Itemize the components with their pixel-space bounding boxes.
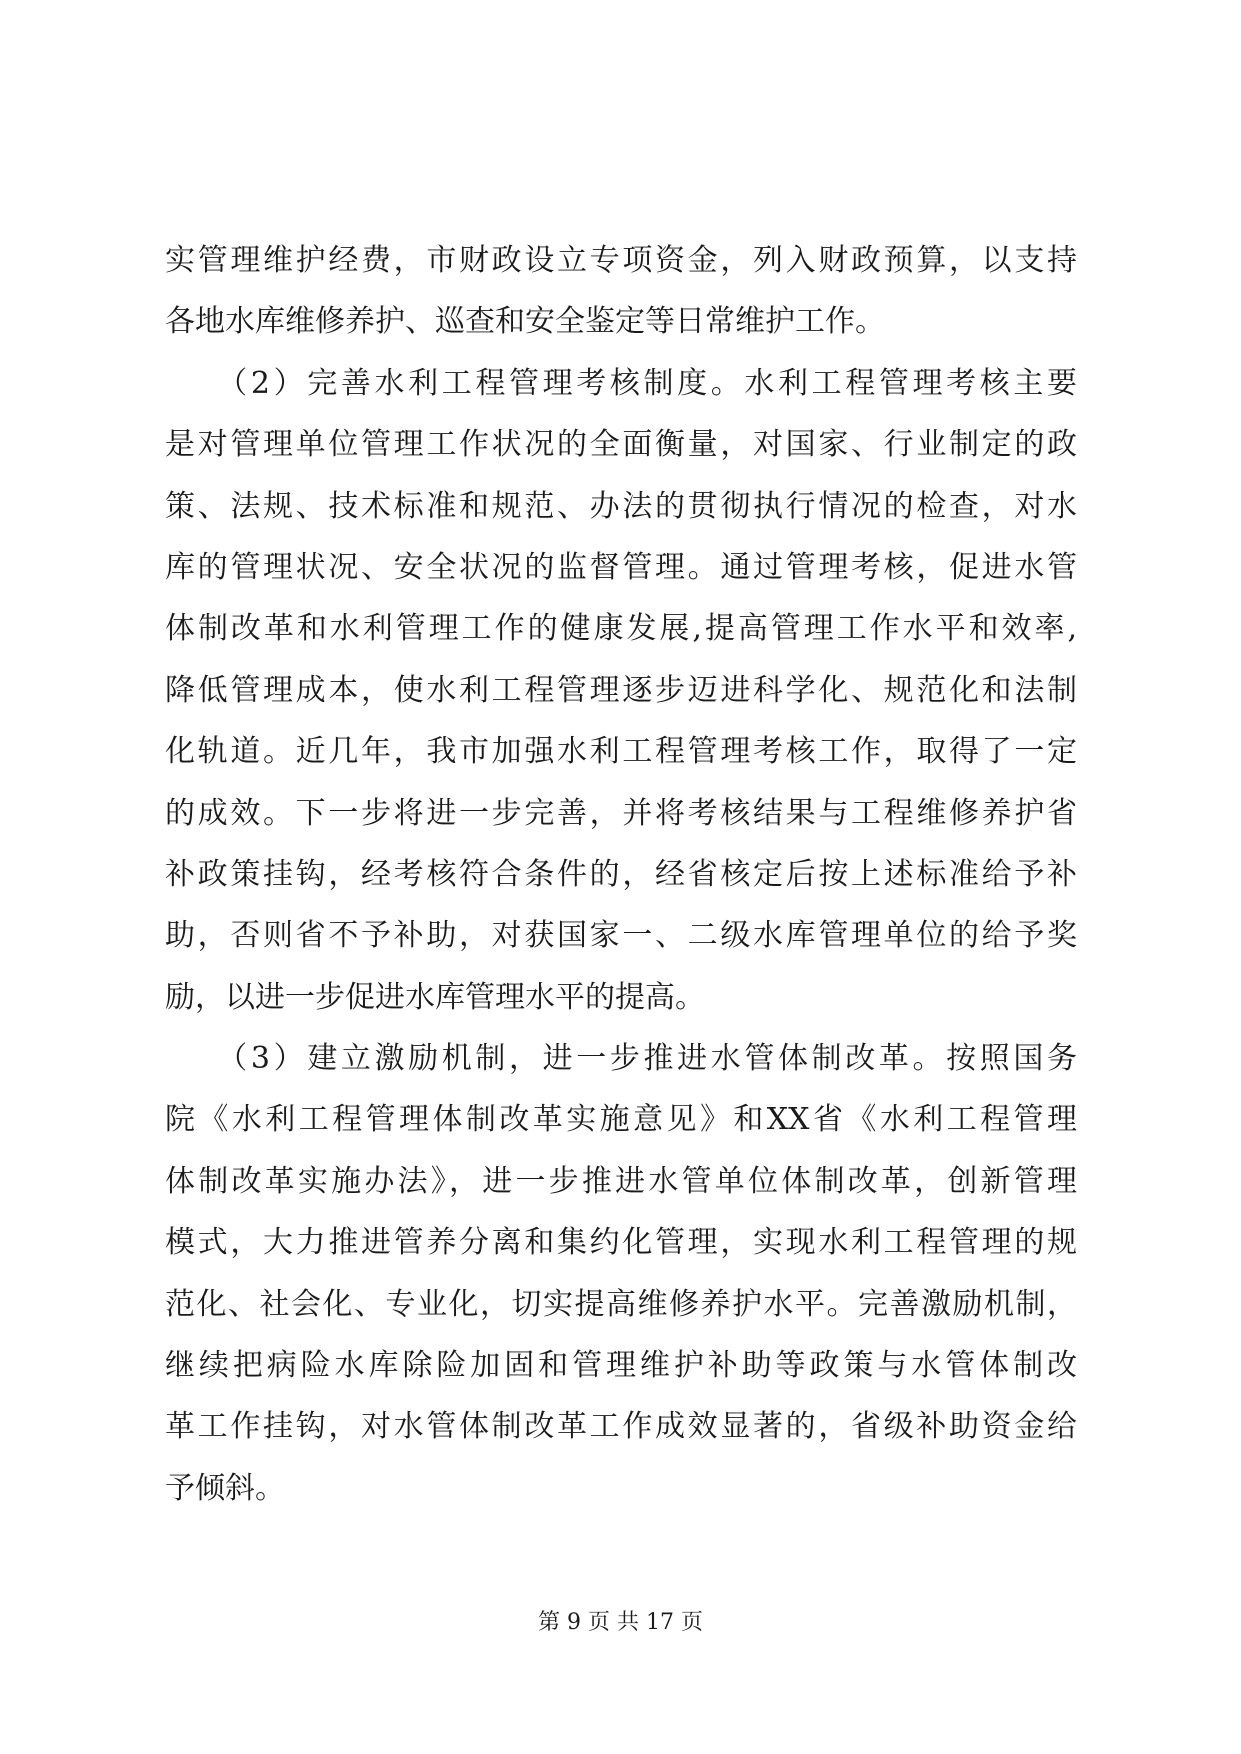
text-line: 院《水利工程管理体制改革实施意见》和XX省《水利工程管理	[165, 1102, 1077, 1138]
body-text	[165, 230, 1077, 1519]
page-number-footer: 第 9 页 共 17 页	[538, 1610, 703, 1635]
text-line: 继续把病险水库除险加固和管理维护补助等政策与水管体制改	[165, 1348, 1077, 1384]
text-line: 范化、社会化、专业化，切实提高维修养护水平。完善激励机制，	[165, 1286, 1077, 1322]
text-line: 库的管理状况、安全状况的监督管理。通过管理考核，促进水管	[165, 549, 1077, 585]
text-line: （3）建立激励机制，进一步推进水管体制改革。按照国务	[165, 1041, 1077, 1077]
text-line: 予倾斜。	[165, 1470, 285, 1506]
text-line: 化轨道。近几年，我市加强水利工程管理考核工作，取得了一定	[165, 734, 1077, 770]
text-line: 模式，大力推进管养分离和集约化管理，实现水利工程管理的规	[165, 1225, 1077, 1261]
text-line: 各地水库维修养护、巡查和安全鉴定等日常维护工作。	[165, 304, 885, 340]
text-line: 的成效。下一步将进一步完善，并将考核结果与工程维修养护省	[165, 795, 1077, 831]
text-line: 是对管理单位管理工作状况的全面衡量，对国家、行业制定的政	[165, 427, 1077, 463]
text-line: 体制改革实施办法》，进一步推进水管单位体制改革，创新管理	[165, 1163, 1077, 1199]
text-line: （2）完善水利工程管理考核制度。水利工程管理考核主要	[165, 365, 1077, 401]
text-line: 助，否则省不予补助，对获国家一、二级水库管理单位的给予奖	[165, 918, 1077, 954]
text-line: 励，以进一步促进水库管理水平的提高。	[165, 979, 705, 1015]
text-line: 补政策挂钩，经考核符合条件的，经省核定后按上述标准给予补	[165, 856, 1077, 892]
text-line: 策、法规、技术标准和规范、办法的贯彻执行情况的检查，对水	[165, 488, 1077, 524]
text-line: 体制改革和水利管理工作的健康发展,提高管理工作水平和效率,	[165, 611, 1077, 647]
text-line: 降低管理成本，使水利工程管理逐步迈进科学化、规范化和法制	[165, 672, 1077, 708]
text-line: 实管理维护经费，市财政设立专项资金，列入财政预算，以支持	[165, 243, 1077, 278]
text-line: 革工作挂钩，对水管体制改革工作成效显著的，省级补助资金给	[165, 1409, 1077, 1445]
